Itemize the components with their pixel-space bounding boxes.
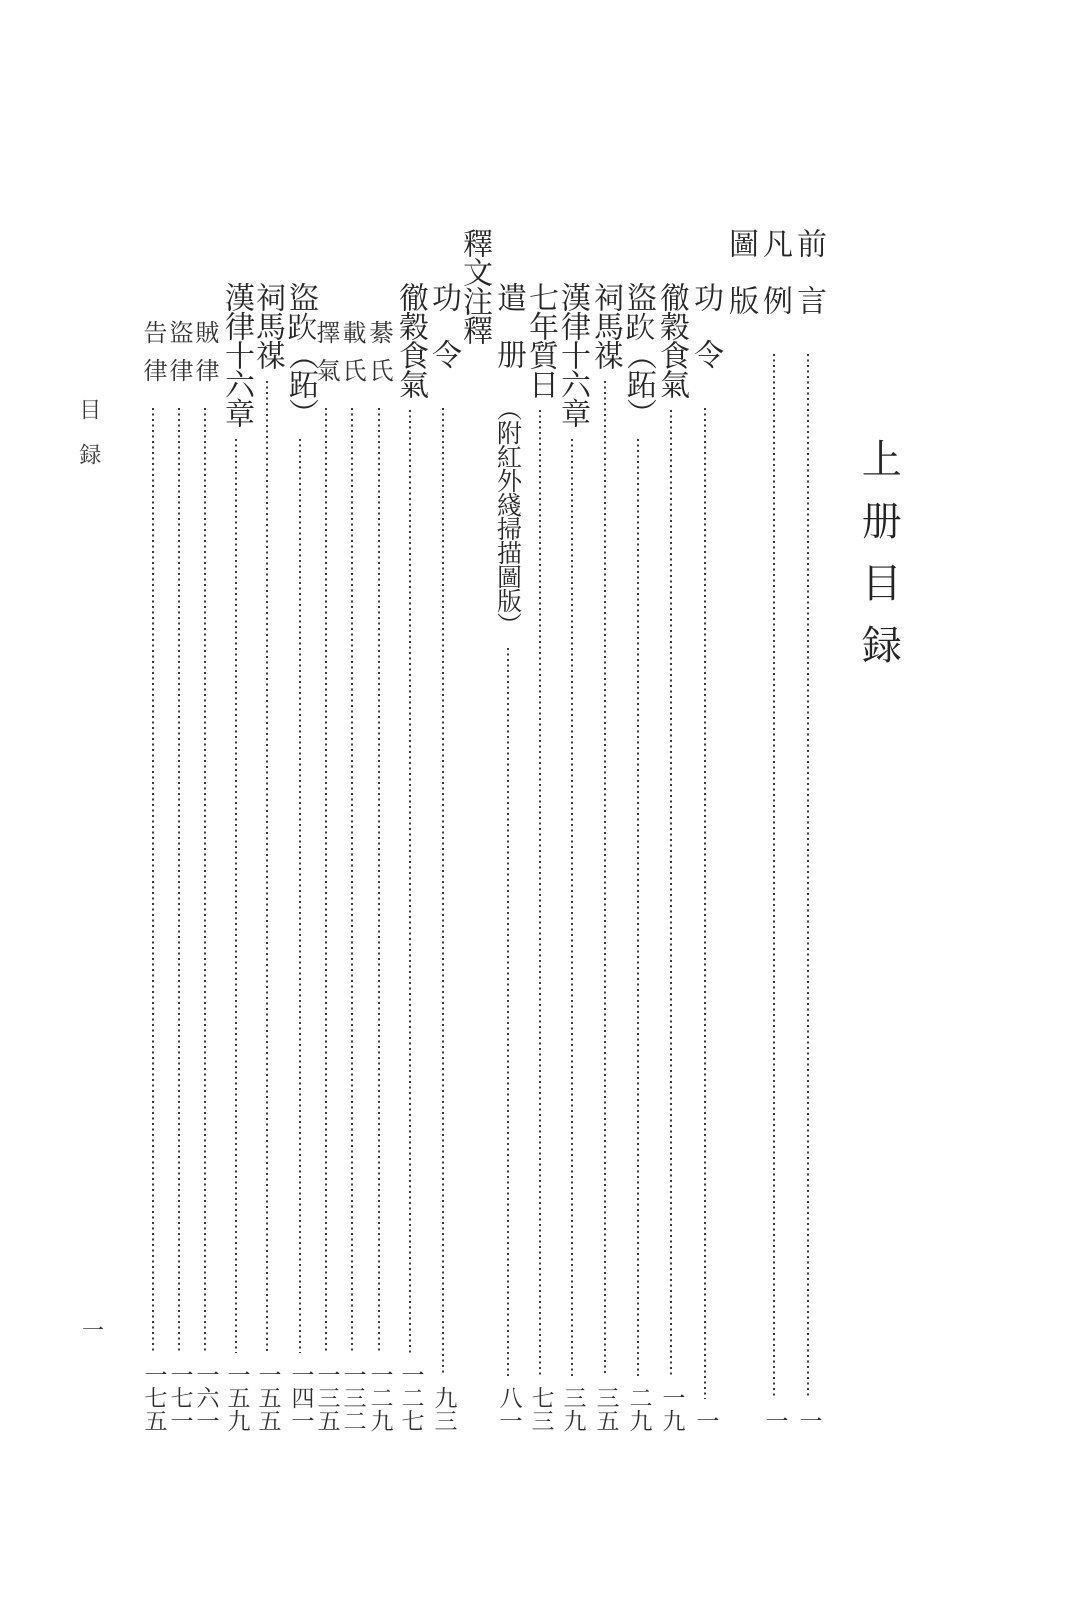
dotted-leader [442, 408, 444, 1376]
toc-entry-title: 盜𧿞（跖） [621, 282, 656, 427]
toc-entry [587, 282, 623, 1432]
toc-entry [756, 228, 792, 1432]
toc-entry-page-number: 一三二 [339, 1363, 366, 1432]
toc-entry-page-number: 一 [795, 1409, 822, 1432]
toc-entry-page-number: 一七一 [166, 1363, 193, 1432]
toc-entry-title: 載氏 [338, 320, 366, 396]
toc-entry [425, 282, 461, 1432]
toc-entry-page-number: 九三 [430, 1386, 457, 1432]
toc-entry [218, 282, 254, 1432]
toc-entry-title: 徹穀食氣 [393, 282, 428, 398]
dotted-leader [378, 408, 380, 1353]
toc-entry-title: 擇氣 [312, 320, 340, 396]
toc-entry [522, 282, 558, 1432]
toc-entry-title: 功令 [426, 282, 461, 396]
dotted-leader [507, 648, 509, 1376]
volume-title: 上册目録 [855, 438, 902, 686]
dotted-leader [152, 408, 154, 1353]
toc-entry-page-number: 一四一 [287, 1363, 314, 1432]
dotted-leader [670, 410, 672, 1376]
toc-entry-title: 圖版 [723, 228, 758, 342]
toc-entry-title: 祠馬禖 [588, 282, 623, 369]
dotted-leader [409, 410, 411, 1353]
toc-entry-title: 功令 [688, 282, 723, 396]
toc-section-header [722, 228, 758, 342]
toc-entry-title: 漢律十六章 [219, 282, 254, 427]
toc-entry-page-number: 一九 [658, 1386, 685, 1432]
toc-entry [554, 282, 590, 1432]
toc-entry-page-number: 一二九 [366, 1363, 393, 1432]
toc-entry-page-number: 一 [761, 1409, 788, 1432]
dotted-leader [325, 408, 327, 1353]
toc-entry-title: 遣册 [491, 282, 526, 396]
toc-entry-page-number: 一五九 [223, 1363, 250, 1432]
toc-entry-title: 盜律 [165, 320, 193, 396]
dotted-leader [539, 410, 541, 1376]
toc-entry-page-number: 七三 [527, 1386, 554, 1432]
dotted-leader [204, 408, 206, 1353]
toc-entry-title: 徹穀食氣 [654, 282, 689, 398]
toc-entry-title: 綦氏 [365, 320, 393, 396]
toc-entry [392, 282, 428, 1432]
running-header: 目録 [75, 398, 101, 488]
toc-entry-page-number: 一二七 [397, 1363, 424, 1432]
toc-entry [282, 282, 318, 1432]
toc-entry [490, 282, 526, 1432]
toc-entry [135, 320, 171, 1432]
dotted-leader [235, 439, 237, 1353]
toc-entry-page-number: 二九 [625, 1386, 652, 1432]
dotted-leader [266, 381, 268, 1353]
toc-entry-page-number: 一七五 [140, 1363, 167, 1432]
folio-page-number: 一 [82, 1319, 105, 1344]
toc-entry [687, 282, 723, 1432]
dotted-leader [604, 381, 606, 1376]
toc-entry-title: 賊律 [191, 320, 219, 396]
dotted-leader [178, 408, 180, 1353]
toc-entry-page-number: 三五 [592, 1386, 619, 1432]
dotted-leader [299, 439, 301, 1353]
toc-entry-title: 前言 [791, 228, 826, 342]
toc-entry-title: 七年質日 [523, 282, 558, 398]
toc-entry-page-number: 一六一 [192, 1363, 219, 1432]
toc-entry-note: （附紅外綫掃描圖版） [493, 396, 523, 636]
dotted-leader [807, 354, 809, 1399]
toc-entry-title: 祠馬禖 [250, 282, 285, 369]
dotted-leader [571, 439, 573, 1376]
toc-section-header [456, 228, 492, 344]
toc-entry-page-number: 一五五 [254, 1363, 281, 1432]
toc-entry-page-number: 八一 [495, 1386, 522, 1432]
toc-entry [249, 282, 285, 1432]
toc-entry [653, 282, 689, 1432]
dotted-leader [704, 408, 706, 1399]
dotted-leader [773, 354, 775, 1399]
dotted-leader [351, 408, 353, 1353]
toc-entry [790, 228, 826, 1432]
toc-entry-title: 盜𧿞（跖） [283, 282, 318, 427]
toc-entry-title: 釋文注釋 [457, 228, 492, 344]
toc-entry-title: 漢律十六章 [555, 282, 590, 427]
toc-entry-title: 告律 [139, 320, 167, 396]
toc-entry-page-number: 一 [692, 1409, 719, 1432]
toc-entry-page-number: 一三五 [313, 1363, 340, 1432]
toc-entry [620, 282, 656, 1432]
toc-entry-page-number: 三九 [559, 1386, 586, 1432]
dotted-leader [637, 439, 639, 1376]
toc-entry-title: 凡例 [757, 228, 792, 342]
